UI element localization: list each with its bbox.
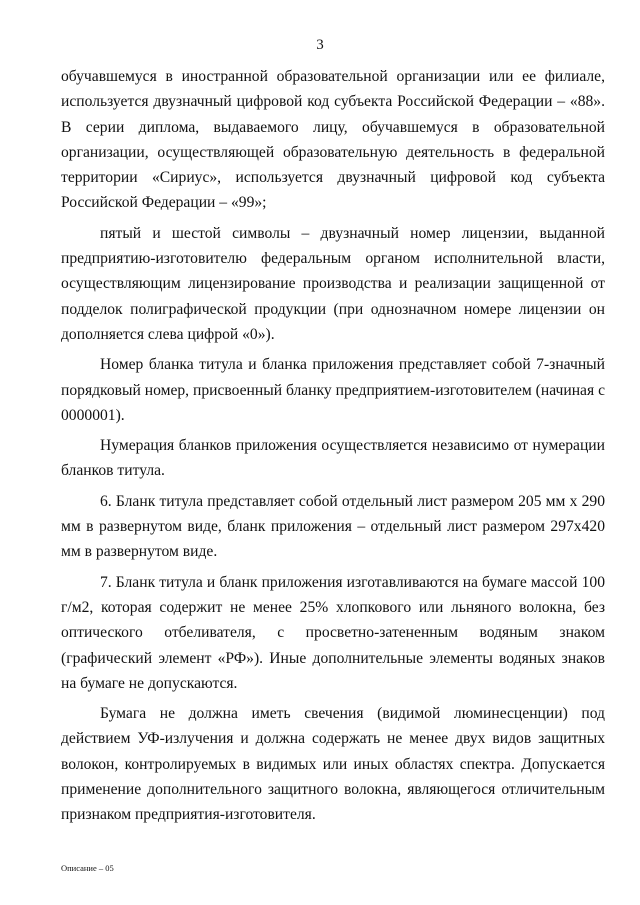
paragraph-paper-requirements: Бумага не должна иметь свечения (видимой люминесценции) под действием УФ-излучения и должна содержать не менее двух видов защитных волокон, контролируемых в видимых или иных областях спектра. Допускается применение дополнительного защитного волокна, являющегося отличительным признаком предприятия-изготовителя. (61, 705, 605, 824)
document-body (61, 64, 605, 833)
paragraph-blank-number: Номер бланка титула и бланка приложения представляет собой 7-значный порядковый номер, присвоенный бланку предприятием-изготовителем (начиная с 0000001). (61, 356, 605, 424)
paragraph-item-7: 7. Бланк титула и бланк приложения изготавливаются на бумаге массой 100 г/м2, которая содержит не менее 25% хлопкового или льняного волокна, без оптического отбеливателя, с просветно-затененным водяным знаком (графический элемент «РФ»). Иные дополнительные элементы водяных знаков на бумаге не допускаются. (61, 573, 605, 692)
paragraph-continuation: обучавшемуся в иностранной образовательной организации или ее филиале, используется двузначный цифровой код субъекта Российской Федерации – «88». В серии диплома, выдаваемого лицу, обучавшемуся в образовательной организации, осуществляющей образовательную деятельность в федеральной территории «Сириус», используется двузначный цифровой код субъекта Российской Федерации – «99»; (61, 68, 605, 212)
paragraph-item-6: 6. Бланк титула представляет собой отдельный лист размером 205 мм х 290 мм в развернутом виде, бланк приложения – отдельный лист размером 297х420 мм в развернутом виде. (61, 492, 605, 561)
footer-note: Описание – 05 (61, 863, 114, 873)
paragraph-license-symbols: пятый и шестой символы – двузначный номер лицензии, выданной предприятию-изготовителю федеральным органом исполнительной власти, осуществляющим лицензирование производства и реализации защищенной от подделок полиграфической продукции (при однозначном номере лицензии он дополняется слева цифрой «0»). (61, 224, 605, 343)
paragraph-numbering: Нумерация бланков приложения осуществляется независимо от нумерации бланков титула. (61, 437, 605, 480)
page-number: 3 (316, 37, 324, 53)
